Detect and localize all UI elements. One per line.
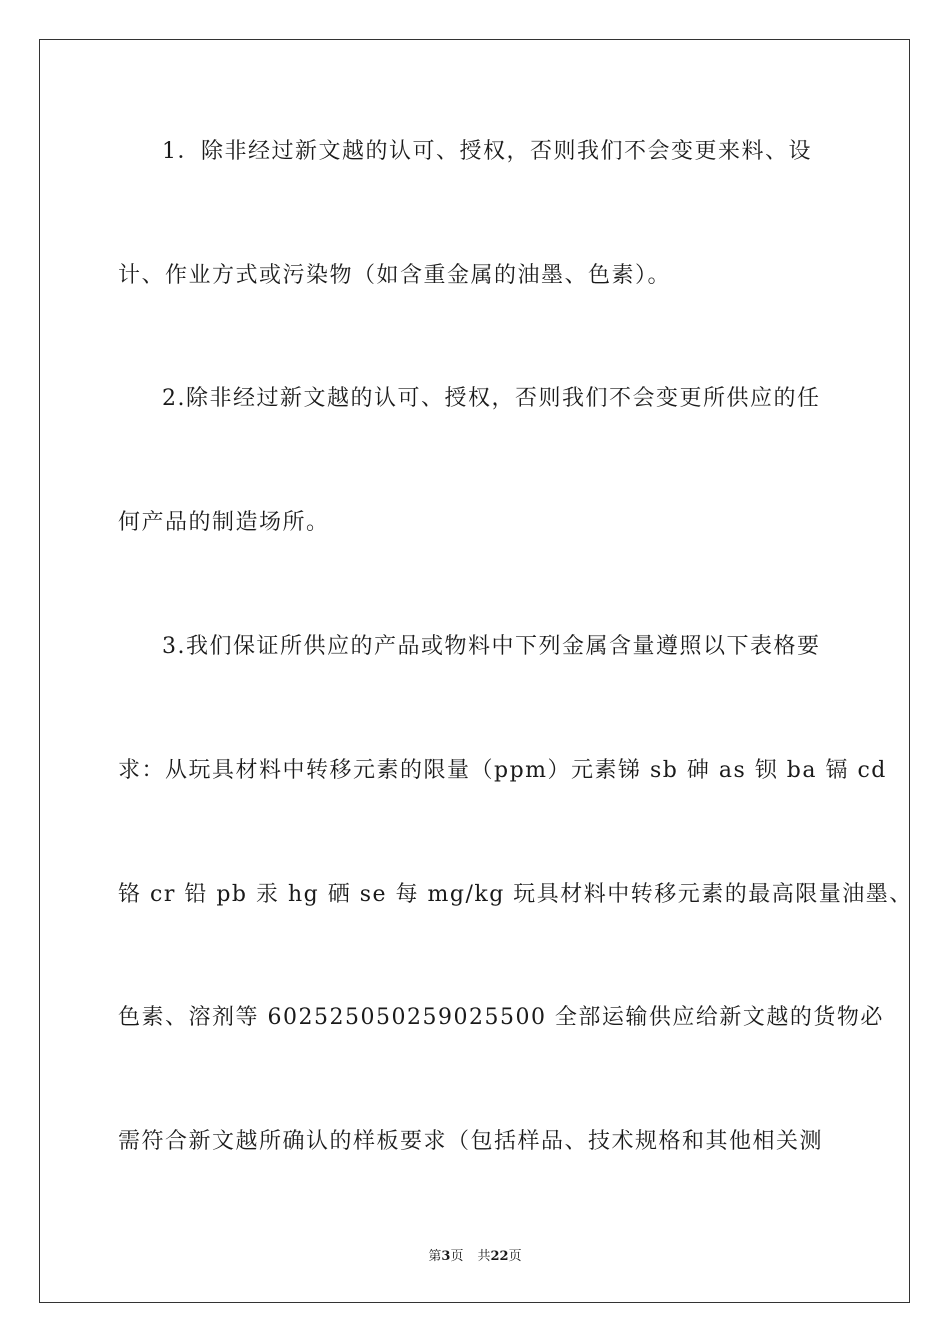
text-line-8: 色素、溶剂等 602525050259025500 全部运输供应给新文越的货物必 xyxy=(118,1005,884,1030)
text-line-9: 需符合新文越所确认的样板要求（包括样品、技术规格和其他相关测 xyxy=(118,1129,824,1154)
footer-page-suffix: 页 xyxy=(450,1249,464,1264)
page-border xyxy=(39,39,913,1303)
text-line-6: 求：从玩具材料中转移元素的限量（ppm）元素锑 sb 砷 as 钡 ba 镉 cd xyxy=(118,758,887,783)
footer-page-number: 3 xyxy=(441,1249,451,1264)
text-line-1: 1．除非经过新文越的认可、授权，否则我们不会变更来料、设 xyxy=(162,139,812,164)
text-line-5: 3.我们保证所供应的产品或物料中下列金属含量遵照以下表格要 xyxy=(162,634,821,659)
text-line-7: 铬 cr 铅 pb 汞 hg 硒 se 每 mg/kg 玩具材料中转移元素的最高限量油墨、 xyxy=(118,882,913,907)
text-line-4: 何产品的制造场所。 xyxy=(118,510,330,535)
text-line-3: 2.除非经过新文越的认可、授权，否则我们不会变更所供应的任 xyxy=(162,386,821,411)
footer-page-prefix: 第 xyxy=(428,1249,442,1264)
footer-total-pages: 22 xyxy=(490,1249,509,1264)
page-footer xyxy=(0,1248,950,1266)
footer-total-suffix: 页 xyxy=(508,1249,522,1264)
text-line-2: 计、作业方式或污染物（如含重金属的油墨、色素）。 xyxy=(118,263,672,288)
footer-total-prefix: 共 xyxy=(477,1249,491,1264)
